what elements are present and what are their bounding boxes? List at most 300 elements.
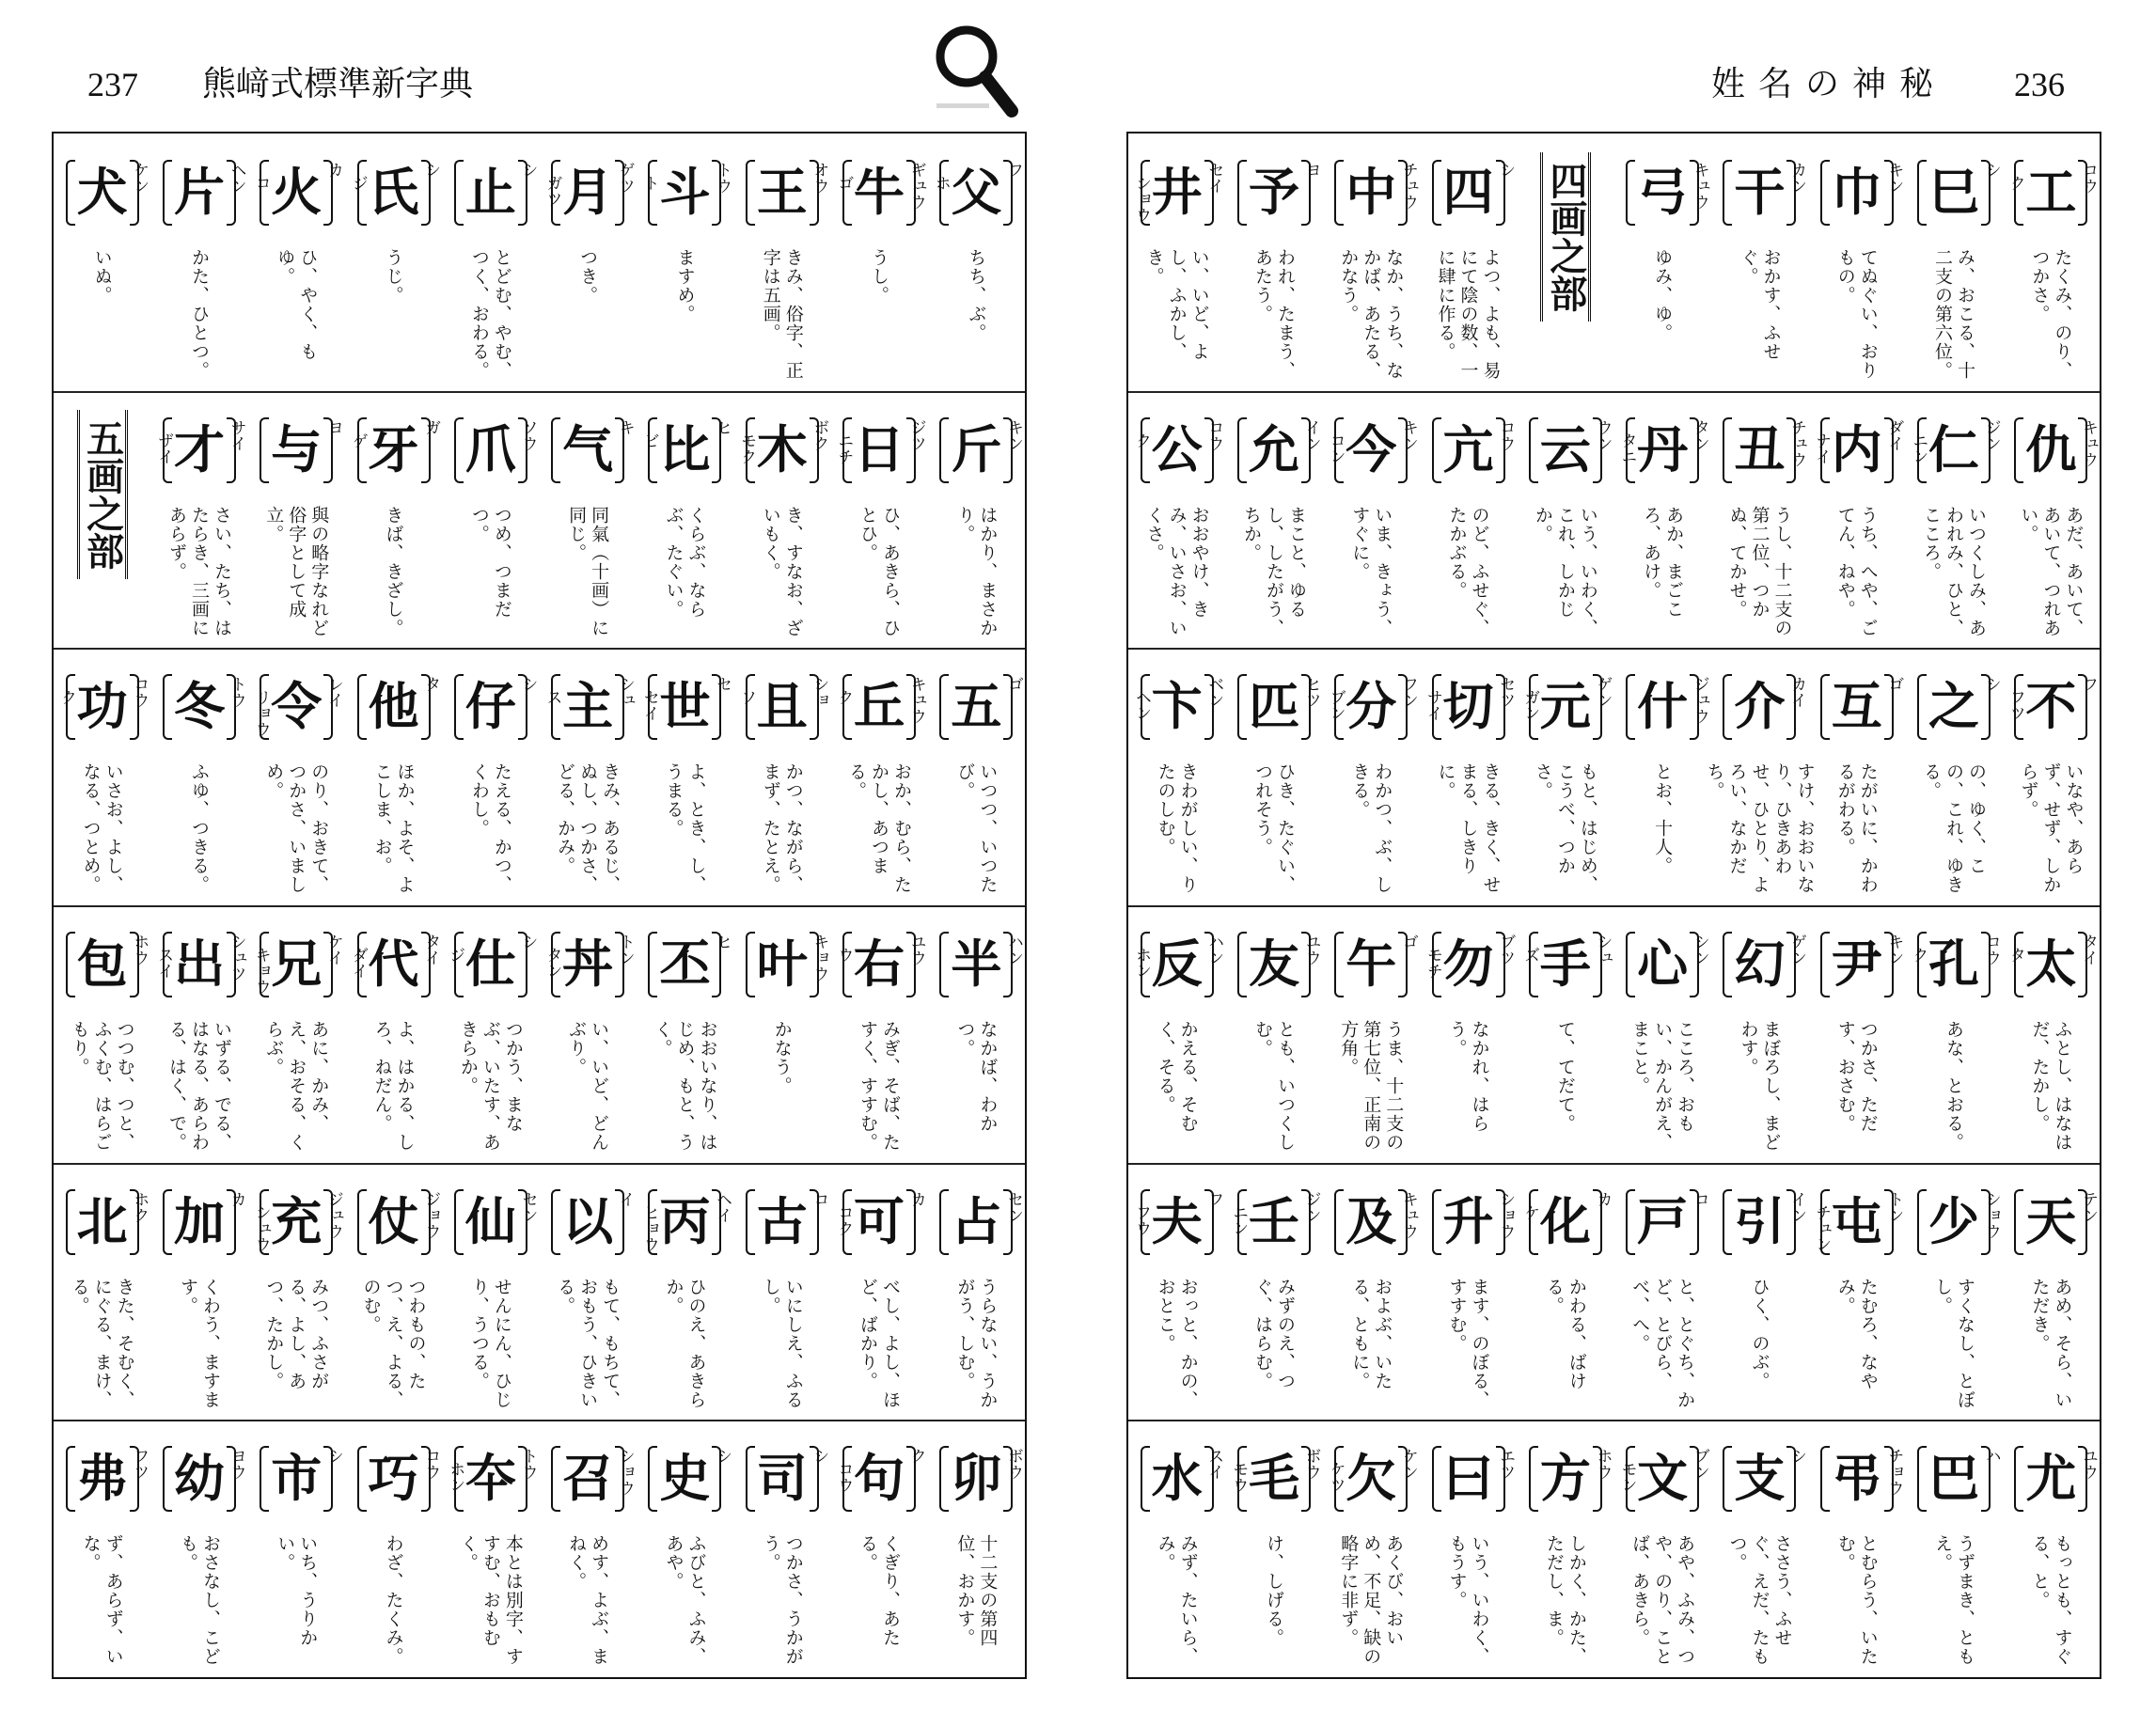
on-reading: ジン [1301,1190,1321,1223]
kanji-entry [248,1420,345,1677]
kanji-character: 尤 [2020,1444,2082,1514]
on-reading: シュ [1593,934,1613,966]
kanji-character: 犬 [71,158,134,228]
kanji-character: 升 [1438,1187,1500,1257]
kanji-header [442,1187,539,1257]
kanji-entry [733,1163,830,1421]
kanji-character: 且 [751,672,813,742]
kanji-entry [150,1420,247,1677]
alt-reading: ブン [1326,689,1346,722]
on-reading: シュ [615,676,635,709]
kanji-character: 右 [848,930,910,999]
kanji-entry [1905,1420,2002,1677]
kun-meaning: と、とぐち、かど、とびら、べ、へ。 [1629,1277,1696,1409]
kanji-character: 火 [265,158,327,228]
kun-meaning: 十二支の第四位、おかす。 [954,1534,999,1648]
on-reading: コウ [421,1448,441,1481]
kanji-character: 井 [1146,158,1208,228]
on-reading: ボウ [1301,1448,1321,1481]
kanji-header [1808,672,1905,742]
alt-reading: ニン [1229,1203,1249,1236]
kanji-character: 市 [265,1444,327,1514]
kun-meaning: せんにん、ひじり、うつる。 [468,1277,512,1409]
alt-reading: ケ [1520,1203,1540,1220]
on-reading: サイ [227,418,246,451]
kanji-character: 巳 [1923,158,1985,228]
kanji-entry [1614,905,1711,1163]
kanji-entry [1420,391,1517,649]
kanji-character: 牙 [363,416,425,485]
kanji-character: 引 [1728,1187,1790,1257]
section-heading-cell [54,391,150,649]
kun-meaning: いつつ、いつたび。 [954,762,999,895]
kanji-entry [733,648,830,905]
on-reading: チョウ [1884,1448,1904,1497]
on-reading: レイ [323,676,343,709]
kanji-character: 弔 [1826,1444,1888,1514]
on-reading: フツ [130,1448,150,1481]
entry-row [54,133,1025,393]
kanji-character: 手 [1534,930,1597,999]
on-reading: シ [323,1448,343,1465]
kanji-entry [1323,391,1420,649]
kanji-entry [442,905,539,1163]
kanji-character: 冬 [168,672,230,742]
left-page-number: 237 [87,66,138,103]
kanji-entry [150,905,247,1163]
kanji-character: 水 [1146,1444,1208,1514]
on-reading: フ [1003,162,1023,178]
kanji-header [1808,930,1905,999]
kanji-header [1808,416,1905,485]
kanji-header [1711,672,1808,742]
kanji-entry [1614,1420,1711,1677]
on-reading: トン [615,934,635,966]
kanji-character: 欠 [1340,1444,1402,1514]
kanji-character: 以 [557,1187,619,1257]
alt-reading: キョウ [251,947,271,995]
kanji-header [733,930,830,999]
right-page-number: 236 [2014,66,2065,103]
kanji-character: 方 [1534,1444,1597,1514]
kun-meaning: ひのえ、あきらか。 [663,1277,707,1409]
kanji-header [1323,672,1420,742]
kanji-character: 戸 [1631,1187,1693,1257]
kun-meaning: みずのえ、つぐ、はらむ。 [1251,1277,1296,1390]
kanji-header [928,158,1025,228]
entry-row [1128,1163,2100,1422]
kanji-header [1225,1444,1322,1514]
kun-meaning: およぶ、いたる、ともに。 [1349,1277,1393,1390]
kanji-character: 气 [557,416,619,485]
kanji-entry [928,905,1025,1163]
on-reading: トウ [518,1448,538,1481]
on-reading: キュウ [1398,1190,1418,1239]
on-reading: ショウ [615,1448,635,1497]
on-reading: チュウ [1398,162,1418,210]
kanji-header [1905,672,2002,742]
kanji-header [1128,158,1225,228]
entry-row [1128,905,2100,1165]
kanji-character: 内 [1826,416,1888,485]
on-reading: ジュウ [323,1190,343,1239]
kanji-entry [928,391,1025,649]
kun-meaning: かた、ひとつ。 [188,248,210,380]
kun-meaning: うち、へや、ごてん、ねや。 [1834,505,1879,637]
kanji-header [2003,672,2100,742]
kanji-entry [637,1163,733,1421]
search-icon[interactable] [931,21,1019,122]
kanji-character: 今 [1340,416,1402,485]
kun-meaning: ず、あらず、いな。 [80,1534,124,1667]
entry-row [1128,133,2100,393]
kun-meaning: つわもの、たつ、え、よる、のむ。 [360,1277,427,1409]
kanji-header [2003,158,2100,228]
on-reading: シ [518,676,538,693]
kanji-character: 巴 [1923,1444,1985,1514]
alt-reading: ケツ [1326,1461,1346,1494]
kun-meaning: よ、とき、し、うまる。 [663,762,707,895]
on-reading: コウ [2078,162,2098,194]
kun-meaning: み、おこる、十二支の第六位。 [1932,248,1976,380]
on-reading: フン [1398,676,1418,709]
kanji-character: 片 [168,158,230,228]
kun-meaning: とどむ、やむ、つく、おわる。 [468,248,512,380]
kanji-header [150,1444,247,1514]
kanji-entry [1225,648,1322,905]
kun-meaning: すくなし、とぼし。 [1932,1277,1976,1409]
kanji-entry [1420,1163,1517,1421]
alt-reading: ク [2006,175,2025,191]
kun-meaning: きみ、あるじ、ぬし、つかさ、どる、かみ。 [555,762,622,895]
kanji-entry [150,1163,247,1421]
on-reading: ジン [1981,418,2001,451]
kanji-entry [1808,1163,1905,1421]
kun-meaning: なかれ、はらう。 [1446,1020,1490,1133]
on-reading: シ [1981,162,2001,178]
kanji-character: 爪 [460,416,522,485]
kun-meaning: よ、はかる、しろ、ねだん。 [371,1020,416,1152]
kanji-entry [1323,648,1420,905]
kanji-entry [248,1163,345,1421]
kun-meaning: おかす、ふせぐ。 [1738,248,1782,361]
kanji-entry [442,391,539,649]
alt-reading: ホン [1132,947,1151,979]
kun-meaning: いち、うりかい。 [275,1534,319,1648]
on-reading: ダイ [1884,418,1904,451]
kanji-entry [1808,905,1905,1163]
kanji-entry [1323,133,1420,391]
kanji-entry [637,391,733,649]
kanji-character: 才 [168,416,230,485]
kanji-header [1225,930,1322,999]
kanji-entry [1808,648,1905,905]
alt-reading: ヒョウ [639,1203,659,1252]
on-reading: ヨ [323,418,343,435]
on-reading: ケン [1398,1448,1418,1481]
kun-meaning: くわう、ますます。 [177,1277,221,1409]
kanji-header [1225,158,1322,228]
on-reading: タイ [421,934,441,966]
kanji-character: 切 [1438,672,1500,742]
kun-meaning: うらない、うかがう、しむ。 [954,1277,999,1409]
alt-reading: ウ [834,947,854,963]
kun-meaning: ひく、のぶ。 [1749,1277,1770,1390]
section-heading-cell [1517,133,1613,391]
kun-meaning: ふびと、ふみ、あや。 [663,1534,707,1667]
kun-meaning: きる、きく、せまる、しきりに。 [1435,762,1502,895]
kanji-header [248,930,345,999]
kun-meaning: もっとも、すぐる、と。 [2029,1534,2073,1667]
kanji-entry [830,648,927,905]
on-reading: ホウ [130,934,150,966]
kanji-entry [733,391,830,649]
kanji-header [345,930,442,999]
kun-meaning: まぼろし、まどわす。 [1738,1020,1782,1152]
on-reading: テン [2078,1190,2098,1223]
entry-row [54,905,1025,1165]
alt-reading: ズ [1520,947,1540,963]
kun-meaning: かわる、ばける。 [1543,1277,1587,1390]
alt-reading: モチ [1423,947,1442,979]
kanji-character: 介 [1728,672,1790,742]
kanji-character: 幼 [168,1444,230,1514]
entry-row [54,648,1025,907]
kanji-header [928,672,1025,742]
kanji-header [928,1444,1025,1514]
kanji-entry [1225,1420,1322,1677]
on-reading: シ [1496,162,1516,178]
kun-meaning: めす、よぶ、まねく。 [566,1534,610,1667]
alt-reading: ジ [348,175,368,191]
kanji-entry [1517,905,1613,1163]
alt-reading: ナイ [1812,432,1832,464]
kanji-entry [54,1163,150,1421]
kanji-entry [733,133,830,391]
kanji-character: 丕 [653,930,716,999]
kun-meaning: の、ゆく、この、これ、ゆきる。 [1921,762,1988,895]
kanji-entry [1711,1163,1808,1421]
right-page-table [1126,132,2101,1679]
kanji-header [733,1187,830,1257]
alt-reading: ニン [1909,432,1928,464]
entry-row [1128,391,2100,651]
alt-reading: ソ [737,689,757,706]
kun-meaning: のど、ふせぐ、たかぶる。 [1446,505,1490,637]
on-reading: トン [1884,1190,1904,1223]
on-reading: シ [713,1448,732,1465]
kun-meaning: ます、のぼる、すすむ。 [1446,1277,1490,1409]
kanji-entry [1711,391,1808,649]
on-reading: ショ [810,676,829,709]
kun-meaning: いう、いわく、もうす。 [1446,1534,1490,1667]
on-reading: キン [1398,418,1418,451]
kanji-character: 仇 [2020,416,2082,485]
kanji-header [733,1444,830,1514]
kun-meaning: 本とは別字、すすむ、おもむく。 [457,1534,524,1667]
kanji-header [637,158,733,228]
kanji-header [2003,1187,2100,1257]
kun-meaning: われ、たまう、あたう。 [1251,248,1296,380]
kanji-header [1517,416,1613,485]
on-reading: ゴ [1398,934,1418,950]
kanji-entry [1614,133,1711,391]
kanji-header [345,1187,442,1257]
alt-reading: ガツ [543,175,562,207]
kanji-header [345,158,442,228]
kun-meaning: つかさ、うかがう。 [760,1534,804,1667]
on-reading: シ [810,1448,829,1465]
kun-meaning: おか、むら、たかし、あつまる。 [846,762,913,895]
kanji-entry [2003,648,2100,905]
kanji-character: 占 [945,1187,1007,1257]
kanji-character: 比 [653,416,716,485]
kanji-header [1225,416,1322,485]
kanji-character: 出 [168,930,230,999]
kun-meaning: たえる、かつ、くわし。 [468,762,512,895]
kun-meaning: つつむ、つと、ふくむ、はらごもり。 [69,1020,135,1152]
alt-reading: モン [1617,1461,1637,1494]
kanji-header [54,930,150,999]
kanji-header [1420,416,1517,485]
kanji-character: 止 [460,158,522,228]
kanji-entry [540,391,637,649]
kanji-character: 友 [1243,930,1305,999]
kanji-character: 化 [1534,1187,1597,1257]
kun-meaning: きみ、俗字、正字は五画。 [760,248,804,380]
kanji-character: 仗 [363,1187,425,1257]
kun-meaning: き、すなお、ざいもく。 [760,505,804,637]
kanji-entry [1517,391,1613,649]
kanji-header [345,672,442,742]
on-reading: チュウ [1787,418,1807,467]
alt-reading: ビ [639,432,659,448]
kun-meaning: いにしえ、ふるし。 [760,1277,804,1409]
kanji-entry [637,905,733,1163]
kun-meaning: あくび、おいめ、不足、缺の略字に非ず。 [1338,1534,1405,1667]
kanji-entry [1128,648,1225,905]
kanji-entry [1225,133,1322,391]
kanji-character: 卞 [1146,672,1208,742]
kun-meaning: 同氣（十画）に同じ。 [566,505,610,637]
kanji-header [150,1187,247,1257]
kanji-entry [830,1163,927,1421]
kanji-entry [345,391,442,649]
kanji-header [2003,1444,2100,1514]
kanji-character: 元 [1534,672,1597,742]
on-reading: イ [615,1190,635,1207]
on-reading: エツ [1496,1448,1516,1481]
kanji-character: 尹 [1826,930,1888,999]
kun-meaning: うじ。 [383,248,404,305]
kanji-entry [2003,1163,2100,1421]
on-reading: ソウ [518,418,538,451]
on-reading: ベン [1204,676,1224,709]
kanji-header [1808,1444,1905,1514]
kun-meaning: みつ、ふさがる、よし、あつ、たかし。 [263,1277,330,1390]
kanji-character: 月 [557,158,619,228]
on-reading: イン [1301,418,1321,451]
right-page-title: 姓名の神秘 [1711,65,1947,103]
on-reading: ボク [810,418,829,451]
kanji-header [2003,416,2100,485]
kanji-entry [540,648,637,905]
kanji-header [830,158,927,228]
kanji-entry [1905,391,2002,649]
kanji-entry [1614,391,1711,649]
on-reading: ヒ [713,934,732,950]
entry-row [54,391,1025,651]
kun-meaning: おおやけ、きみ、いさお、いくさ。 [1143,505,1210,637]
kanji-entry [345,1420,442,1677]
kun-meaning: なか、うち、なかば、あたる、かなう。 [1338,248,1405,380]
entry-row [54,1163,1025,1422]
kun-meaning: とも、いつくしむ。 [1251,1020,1296,1152]
on-reading: キュウ [2078,418,2098,467]
kanji-character: 仙 [460,1187,522,1257]
alt-reading: モク [737,432,757,464]
kanji-header [248,158,345,228]
kanji-character: 予 [1243,158,1305,228]
kun-meaning: くらぶ、ならぶ、たぐい。 [663,505,707,619]
kun-meaning: あに、かみ、え、おそる、くらぶ。 [263,1020,330,1152]
kanji-header [1517,1187,1613,1257]
kanji-character: 午 [1340,930,1402,999]
kanji-character: 丑 [1728,416,1790,485]
kanji-character: 斗 [653,158,716,228]
kanji-entry [2003,1420,2100,1677]
kanji-entry [540,905,637,1163]
on-reading: ホク [130,1190,150,1223]
kun-meaning: いう、いわく、これ、しかじか。 [1532,505,1598,637]
kun-meaning: おさなし、こども。 [177,1534,221,1667]
on-reading: キン [1884,162,1904,194]
kun-meaning: ひき、たぐい、つれそう。 [1251,762,1296,895]
kanji-header [1128,1444,1225,1514]
on-reading: ゴ [1884,676,1904,693]
kun-meaning: け、しげる。 [1263,1534,1284,1648]
on-reading: カン [1787,162,1807,194]
kanji-header [637,1187,733,1257]
kanji-character: 主 [557,672,619,742]
kun-meaning: べし、よし、ほど、ばかり。 [858,1277,902,1409]
kanji-header [1128,672,1225,742]
kanji-character: 太 [2020,930,2082,999]
on-reading: ゴ [1003,676,1023,693]
alt-reading: スイ [154,947,174,979]
on-reading: シ [1981,676,2001,693]
kanji-character: 令 [265,672,327,742]
on-reading: キ [615,418,635,435]
alt-reading: フツ [2006,689,2025,722]
alt-reading: ジ [446,947,465,963]
on-reading: カイ [1787,676,1807,709]
kanji-entry [248,133,345,391]
kanji-header [1323,1444,1420,1514]
kun-meaning: たくみ、のり、つかさ。 [2029,248,2073,380]
kanji-character: 召 [557,1444,619,1514]
kanji-character: 半 [945,930,1007,999]
kanji-character: 兄 [265,930,327,999]
kanji-header [150,930,247,999]
alt-reading: ダイ [348,947,368,979]
kanji-character: 仁 [1923,416,1985,485]
kanji-character: 巧 [363,1444,425,1514]
kanji-character: 古 [751,1187,813,1257]
alt-reading: ク [57,689,76,706]
kanji-header [1614,158,1711,228]
kanji-header [442,1444,539,1514]
